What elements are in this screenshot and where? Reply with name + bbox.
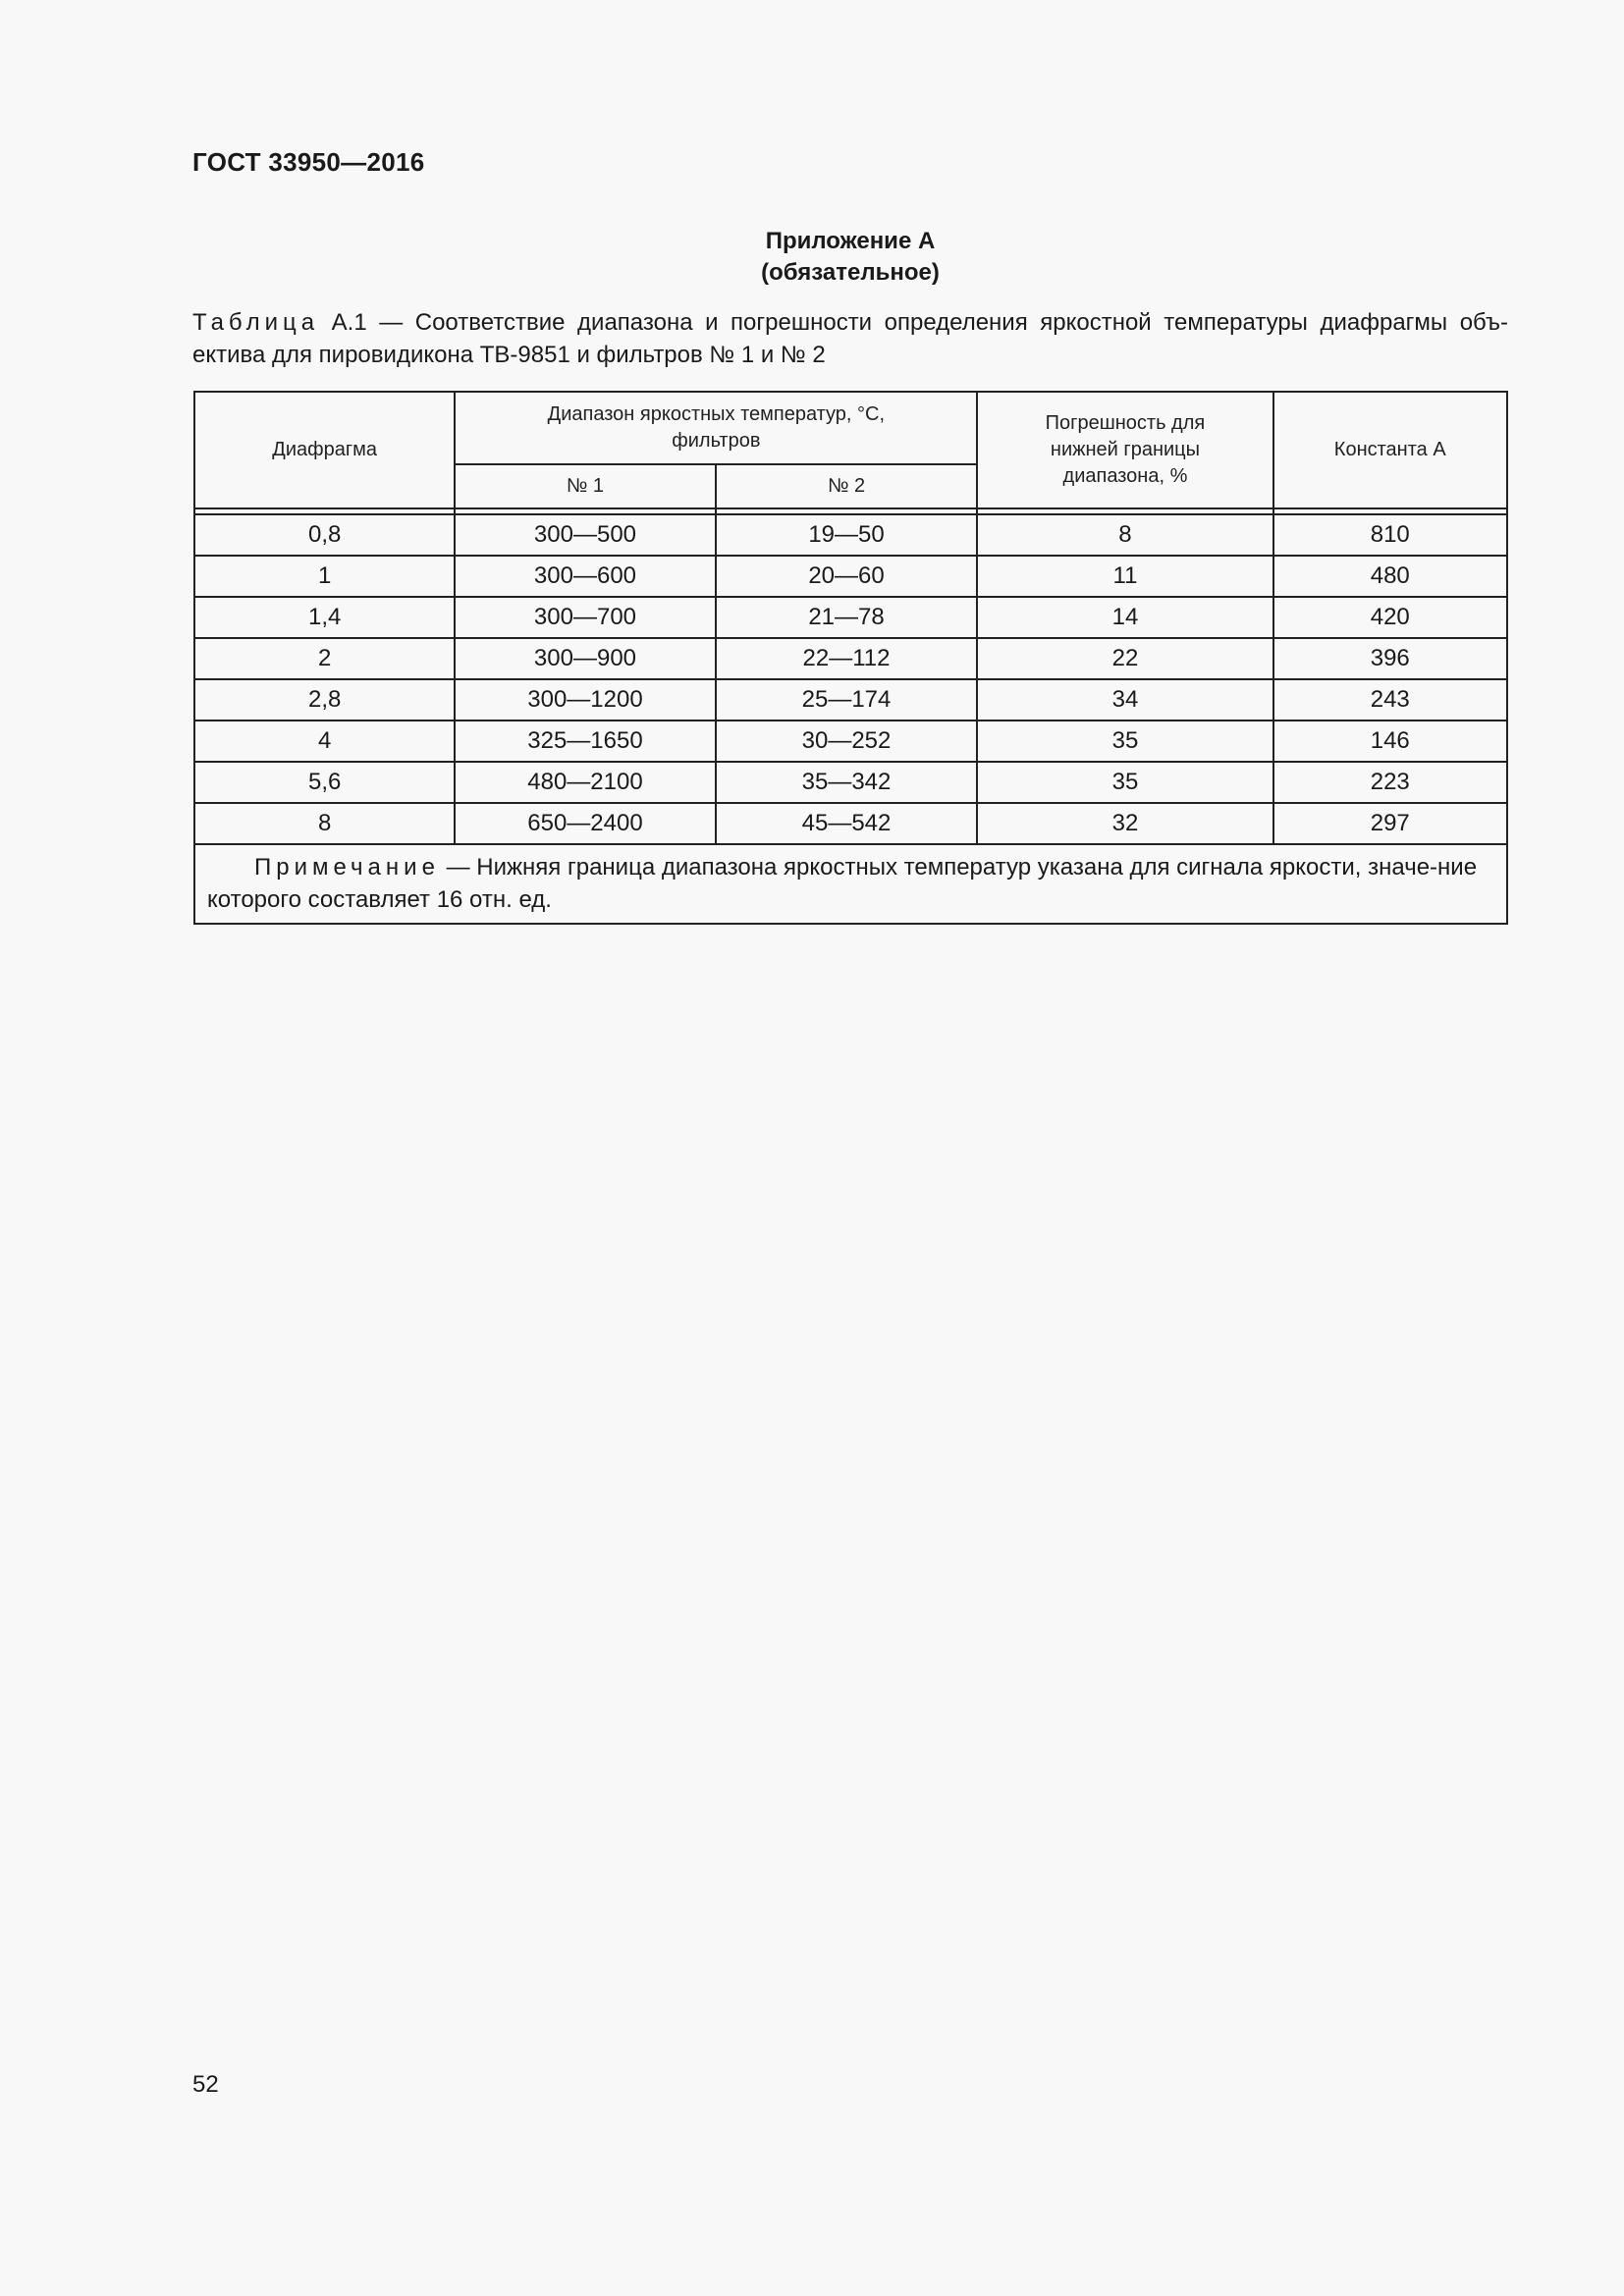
appendix-heading <box>192 226 1508 289</box>
data-table <box>193 391 1508 925</box>
cell-constant: 420 <box>1273 597 1508 638</box>
cell-aperture: 1 <box>194 556 455 597</box>
cell-filter-1: 300—500 <box>455 514 715 556</box>
cell-error: 32 <box>977 803 1272 844</box>
cell-filter-2: 45—542 <box>716 803 978 844</box>
table-note-row <box>194 844 1507 924</box>
table-row <box>194 762 1507 803</box>
cell-aperture: 0,8 <box>194 514 455 556</box>
cell-error: 35 <box>977 721 1272 762</box>
table-row <box>194 803 1507 844</box>
cell-filter-2: 20—60 <box>716 556 978 597</box>
cell-constant: 223 <box>1273 762 1508 803</box>
document-id: ГОСТ 33950—2016 <box>192 147 425 177</box>
header-error-text: Погрешность для нижней границы диапазона, % <box>1045 412 1206 487</box>
cell-constant: 297 <box>1273 803 1508 844</box>
header-error <box>977 392 1272 508</box>
table-row <box>194 638 1507 679</box>
cell-filter-2: 30—252 <box>716 721 978 762</box>
cell-filter-2: 19—50 <box>716 514 978 556</box>
cell-filter-1: 300—900 <box>455 638 715 679</box>
cell-error: 35 <box>977 762 1272 803</box>
cell-filter-1: 650—2400 <box>455 803 715 844</box>
table-note-label: Примечание <box>254 854 440 881</box>
table-note <box>194 844 1507 924</box>
cell-aperture: 8 <box>194 803 455 844</box>
cell-aperture: 1,4 <box>194 597 455 638</box>
cell-constant: 243 <box>1273 679 1508 721</box>
cell-filter-1: 480—2100 <box>455 762 715 803</box>
cell-filter-1: 300—600 <box>455 556 715 597</box>
cell-error: 11 <box>977 556 1272 597</box>
appendix-title: Приложение А <box>765 228 936 254</box>
cell-filter-1: 325—1650 <box>455 721 715 762</box>
page-number: 52 <box>192 2071 219 2098</box>
table-row <box>194 721 1507 762</box>
header-range <box>455 392 977 464</box>
table-caption <box>192 306 1508 371</box>
cell-filter-2: 25—174 <box>716 679 978 721</box>
cell-filter-1: 300—700 <box>455 597 715 638</box>
cell-filter-1: 300—1200 <box>455 679 715 721</box>
table-caption-label: Таблица <box>192 309 320 336</box>
header-aperture: Диафрагма <box>194 392 455 508</box>
table-row <box>194 556 1507 597</box>
cell-filter-2: 22—112 <box>716 638 978 679</box>
cell-error: 8 <box>977 514 1272 556</box>
cell-error: 22 <box>977 638 1272 679</box>
cell-constant: 480 <box>1273 556 1508 597</box>
cell-constant: 810 <box>1273 514 1508 556</box>
table-row <box>194 679 1507 721</box>
header-filter-2: № 2 <box>716 464 978 508</box>
cell-aperture: 4 <box>194 721 455 762</box>
cell-aperture: 2,8 <box>194 679 455 721</box>
cell-error: 14 <box>977 597 1272 638</box>
table-note-text: — Нижняя граница диапазона яркостных температур указана для сигнала яркости, значе-ние которого составляет 16 отн. ед. <box>207 854 1478 913</box>
cell-filter-2: 21—78 <box>716 597 978 638</box>
cell-filter-2: 35—342 <box>716 762 978 803</box>
table-caption-text: А.1 — Соответствие диапазона и погрешности определения яркостной температуры диафрагмы объ-ектива для пировидикона ТВ-9851 и фильтров № 1 и № 2 <box>192 309 1508 368</box>
cell-error: 34 <box>977 679 1272 721</box>
table-row <box>194 514 1507 556</box>
appendix-status: (обязательное) <box>761 259 940 286</box>
table-row <box>194 597 1507 638</box>
cell-aperture: 2 <box>194 638 455 679</box>
header-range-text: Диапазон яркостных температур, °С, фильтров <box>547 403 886 452</box>
cell-aperture: 5,6 <box>194 762 455 803</box>
header-constant: Константа А <box>1273 392 1508 508</box>
cell-constant: 146 <box>1273 721 1508 762</box>
header-filter-1: № 1 <box>455 464 715 508</box>
cell-constant: 396 <box>1273 638 1508 679</box>
